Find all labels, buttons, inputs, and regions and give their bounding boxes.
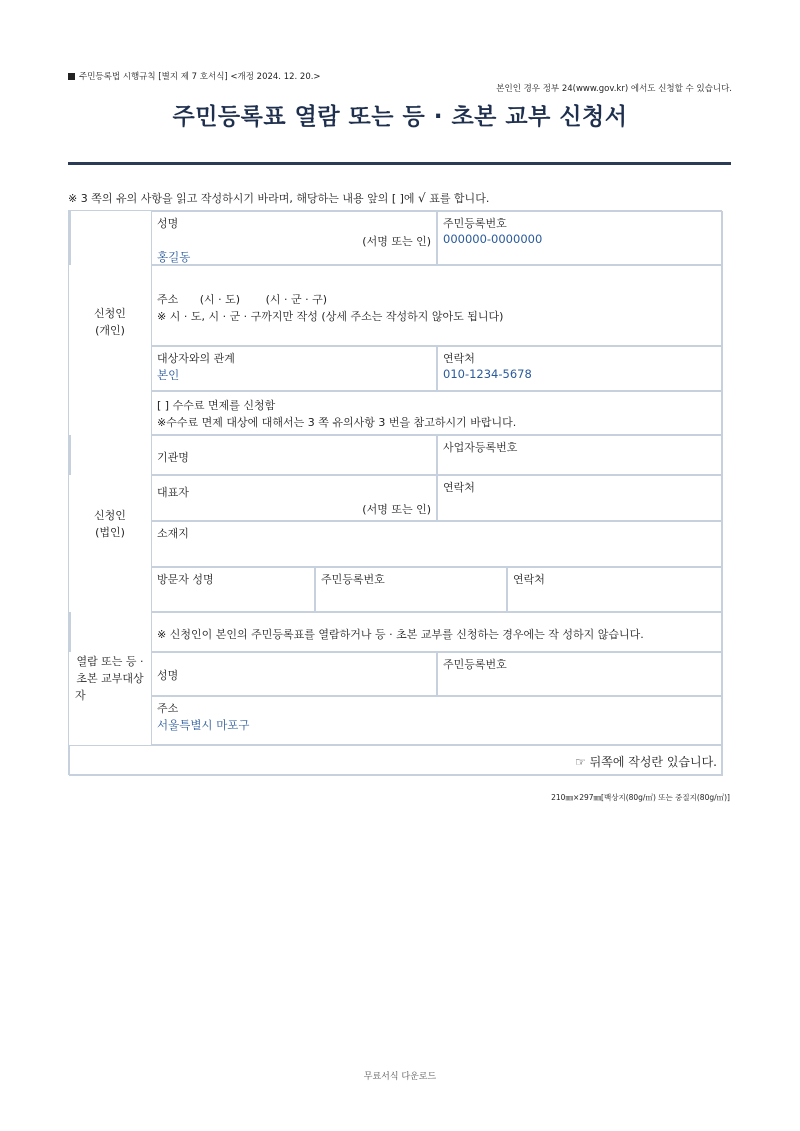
applicant-name-value: 홍길동 (157, 250, 191, 264)
representative-label: 대표자 (157, 486, 189, 499)
square-bullet-icon (68, 73, 75, 80)
target-note: ※ 신청인이 본인의 주민등록표를 열람하거나 등 · 초본 교부를 신청하는 경우에는 작 성하지 않습니다. (157, 628, 644, 641)
applicant-address-field[interactable] (151, 265, 723, 346)
continue-note: ☞ 뒤쪽에 작성란 있습니다. (575, 755, 717, 769)
page-title: 주민등록표 열람 또는 등 · 초본 교부 신청서 (172, 104, 628, 130)
visitor-name-label: 방문자 성명 (157, 573, 214, 586)
section-label-corporate: 신청인 (법인) (94, 509, 126, 539)
business-number-label: 사업자등록번호 (443, 441, 518, 454)
applicant-rrn-field[interactable] (437, 211, 723, 265)
target-name-label: 성명 (157, 669, 179, 682)
continue-note-row (69, 745, 723, 776)
visitor-contact-field[interactable] (507, 567, 723, 612)
fee-exemption-row (151, 391, 723, 435)
section-accent-strip (69, 435, 71, 475)
section-accent-strip (69, 211, 71, 265)
address-city-label: (시 · 도) (199, 293, 241, 306)
applicant-rrn-value: 000000-0000000 (443, 232, 543, 246)
visitor-name-field[interactable] (151, 567, 315, 612)
address-district-label: (시 · 군 · 구) (265, 293, 328, 306)
target-rrn-field[interactable] (437, 652, 723, 696)
target-rrn-label: 주민등록번호 (443, 658, 507, 671)
section-label-individual: 신청인 (개인) (94, 307, 126, 337)
section-label-target: 열람 또는 등 · 초본 교부대상 자 (75, 655, 144, 702)
location-field[interactable] (151, 521, 723, 567)
relation-value: 본인 (157, 368, 180, 382)
address-label: 주소 (시 · 도) (시 · 군 · 구) (157, 293, 328, 306)
location-label: 소재지 (157, 527, 189, 540)
name-label: 성명 (157, 217, 179, 230)
section-accent-strip (69, 612, 71, 652)
target-address-label: 주소 (157, 702, 179, 715)
target-address-field[interactable] (151, 696, 723, 745)
visitor-rrn-label: 주민등록번호 (321, 573, 385, 586)
contact-field[interactable] (437, 346, 723, 391)
online-application-note: 본인인 경우 정부 24(www.gov.kr) 에서도 신청할 수 있습니다. (496, 84, 732, 94)
check-mark-icon: √ (418, 191, 426, 205)
target-name-field[interactable] (151, 652, 437, 696)
org-name-field[interactable] (151, 435, 437, 475)
business-number-field[interactable] (437, 435, 723, 475)
fee-exemption-note: ※수수료 면제 대상에 대해서는 3 쪽 유의사항 3 번을 참고하시기 바랍니다. (157, 416, 517, 429)
representative-field[interactable] (151, 475, 437, 521)
org-name-label: 기관명 (157, 451, 189, 464)
corporate-contact-label: 연락처 (443, 481, 475, 494)
corporate-contact-field[interactable] (437, 475, 723, 521)
download-footer[interactable]: 무료서식 다운로드 (363, 1072, 437, 1082)
visitor-contact-label: 연락처 (513, 573, 545, 586)
address-note: ※ 시 · 도, 시 · 군 · 구까지만 작성 (상세 주소는 작성하지 않아도 됩니다) (157, 310, 504, 323)
paper-size-note: 210㎜×297㎜[백상지(80g/㎡) 또는 중질지(80g/㎡)] (551, 793, 730, 802)
title-divider (68, 162, 731, 165)
target-note-row (151, 612, 723, 652)
form-reference: 주민등록법 시행규칙 [별지 제 7 호서식] <개정 2024. 12. 20.> (68, 70, 321, 82)
applicant-name-field[interactable] (151, 211, 437, 265)
signature-label: (서명 또는 인) (362, 503, 431, 516)
contact-label: 연락처 (443, 352, 475, 365)
contact-value: 010-1234-5678 (443, 367, 532, 381)
target-address-value: 서울특별시 마포구 (157, 718, 250, 732)
visitor-rrn-field[interactable] (315, 567, 507, 612)
fee-exemption-checkbox[interactable]: [ ] 수수료 면제를 신청함 (157, 399, 276, 412)
relation-label: 대상자와의 관계 (157, 352, 235, 365)
instruction-note: ※ 3 쪽의 유의 사항을 읽고 작성하시기 바라며, 해당하는 내용 앞의 [ ]에 √ 표를 합니다. (68, 191, 490, 205)
signature-label: (서명 또는 인) (362, 235, 431, 248)
application-form (68, 210, 722, 775)
rrn-label: 주민등록번호 (443, 217, 507, 230)
relation-field[interactable] (151, 346, 437, 391)
